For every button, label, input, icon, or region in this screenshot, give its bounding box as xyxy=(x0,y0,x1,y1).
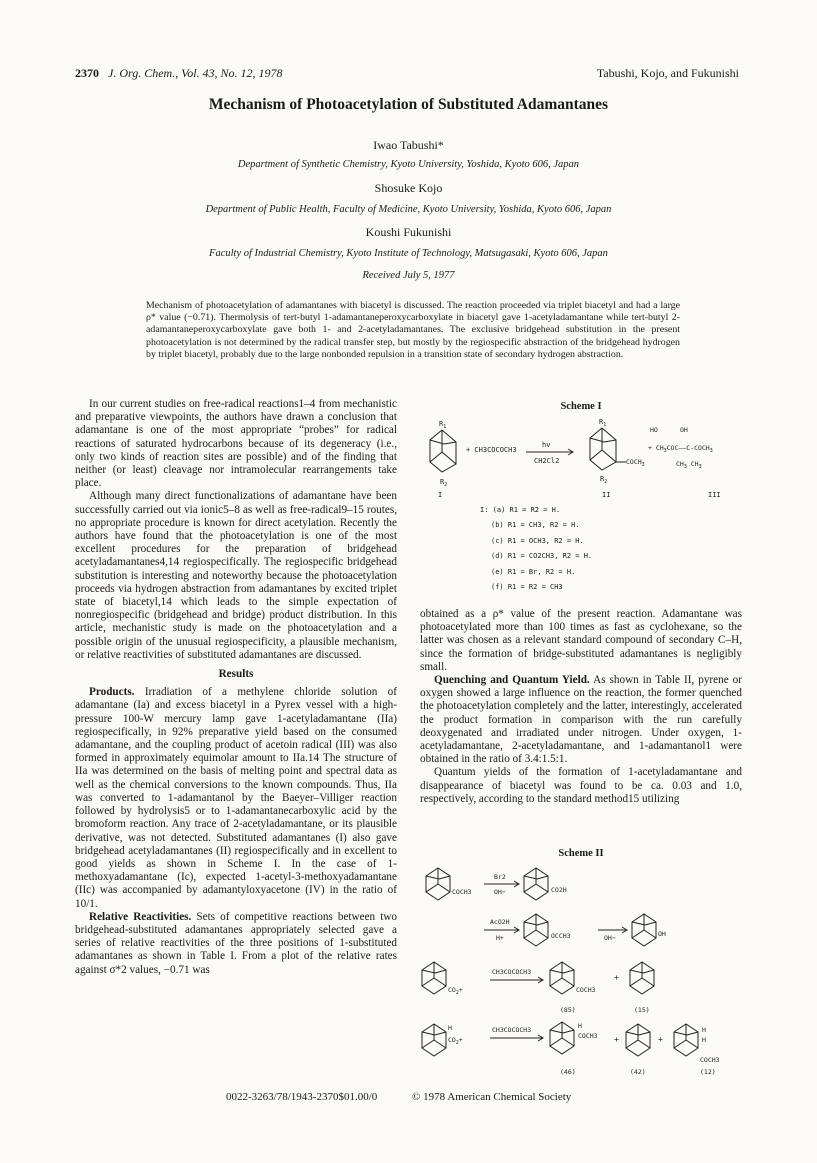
paragraph-text: Sets of competitive reactions between two bridgehead-substituted adamantanes appropriately selected gave a series of relative reactivities of the three positions of 1-substituted adamantanes as shown in Table I. From a plot of the relative rates against σ*2 values, −0.71 was xyxy=(75,910,397,976)
author-affiliation: Department of Public Health, Faculty of Medicine, Kyoto University, Yoshida, Kyoto 606, Japan xyxy=(205,204,612,215)
svg-text:H: H xyxy=(702,1026,706,1034)
paragraph-text: As shown in Table II, pyrene or oxygen showed a large influence on the reaction, the former quenched the photoacetylation completely and the latter, interestingly, accelerated the product formation in comparison with the run carefully deoxygenated and irradiated under nitrogen. Under oxygen, 1-acetyladamantane, 2-acetyladamantane, and 1-adamantanol1 were obtained in the ratio of 3.4:1.5:1. xyxy=(420,674,742,766)
author-name: Koushi Fukunishi xyxy=(365,225,452,239)
r2-label: $R_2$ xyxy=(440,478,448,488)
svg-text:Br2: Br2 xyxy=(494,873,506,881)
scheme1-substituent-list xyxy=(480,503,592,595)
svg-text:(85): (85) xyxy=(560,1006,576,1014)
volume-info: , Vol. 43, No. 12, 1978 xyxy=(175,66,283,80)
svg-text:OH: OH xyxy=(658,930,666,938)
svg-text:+: + xyxy=(658,1035,663,1044)
paragraph: Quantum yields of the formation of 1-acetyladamantane and disappearance of biacetyl was found to be ca. 0.03 and 1.0, respectively, according to the standard method15 utilizing xyxy=(420,766,742,805)
svg-text:H+: H+ xyxy=(496,934,504,942)
svg-text:+: + xyxy=(614,1035,619,1044)
adamantane-structure-II xyxy=(590,428,626,470)
footer-copyright: © 1978 American Chemical Society xyxy=(412,1091,572,1103)
svg-text:+: + xyxy=(614,973,619,982)
page-header xyxy=(75,66,283,81)
author-affiliation: Department of Synthetic Chemistry, Kyoto University, Yoshida, Kyoto 606, Japan xyxy=(237,159,580,170)
products-paragraph xyxy=(75,686,397,910)
right-column-text xyxy=(420,608,742,806)
article-title: Mechanism of Photoacetylation of Substituted Adamantanes xyxy=(208,96,609,113)
scheme1-label-III: III xyxy=(708,491,721,499)
abstract: Mechanism of photoacetylation of adamantanes with biacetyl is discussed. The reaction proceeded via triplet biacetyl and had a large ρ* value (−0.71). Thermolysis of tert-butyl 1-adamantaneperoxycarboxylate in biacetyl gave 1-acetyladamantane while tert-butyl 2-adamantaneperoxycarboxylate gave both 1- and 2-acetyladamantanes. The exclusive bridgehead substitution in the present photoacetylation is not determined by the radical transfer step, but mostly by the regiospecific abstraction of the bridgehead hydrogen by triplet biacetyl, probably due to the large nonbonded repulsion in a transition state of secondary hydrogen abstraction. xyxy=(146,300,680,360)
received-date: Received July 5, 1977 xyxy=(362,270,455,281)
hv-label: hv xyxy=(542,441,551,449)
svg-text:CH3COCOCH3: CH3COCOCH3 xyxy=(492,1026,532,1034)
svg-text:H: H xyxy=(578,1022,582,1030)
adamantane-ring xyxy=(422,1024,446,1056)
solvent-label: CH2Cl2 xyxy=(534,457,560,465)
svg-text:R2: $R_2$ xyxy=(600,475,608,485)
svg-text:OCCH3: OCCH3 xyxy=(551,932,571,940)
adamantane-ring xyxy=(426,868,450,900)
substituent-entry: (f) R1 = R2 = CH3 xyxy=(491,583,563,592)
adamantane-structure-I xyxy=(430,430,456,472)
left-column xyxy=(75,398,397,977)
substituent-entry: (d) R1 = CO2CH3, R2 = H. xyxy=(491,552,593,561)
svg-text:AcO2H: AcO2H xyxy=(490,918,510,926)
run-in-heading: Quenching and Quantum Yield. xyxy=(434,674,590,687)
svg-text:COCH3: $COCH_3$ xyxy=(626,458,645,468)
quenching-paragraph xyxy=(420,674,742,766)
adamantane-ring xyxy=(550,1022,574,1054)
adamantane-ring xyxy=(524,914,548,946)
paragraph-text: Irradiation of a methylene chloride solution of adamantane (Ia) and excess biacetyl in a Pyrex vessel with a high-pressure 100-W mercury lamp gave 1-acetyladamantane (IIa) regiospecifically, in 92% preparative yield based on the consumed adamantane, and the coupling product of acetoin radical (III) was also formed in approximately equimolar amount to IIa.14 The structure of IIa was determined on the basis of melting point and spectral data as well as the chemical conversions to the known compounds. Thus, IIa was converted to 1-adamantanol by the Baeyer–Villiger reaction followed by hydrolysis5 or to 1-adamantanecarboxylic acid by the bromoform reaction. Any trace of 2-acetyladamantane, or its plausible derivative, was not detected. Substituted adamantanes (I) also gave bridgehead acetyladamantanes (II) regiospecifically and in excellent to good yields as shown in Scheme I. In the case of 1-methoxyadamantane (Ic), expected 1-acetyl-3-methoxyadamantane (IIc) was accompanied by adamantyloxyacetone (IV) in the ratio of 10/1. xyxy=(75,686,397,910)
scheme1-label-I: I xyxy=(438,491,443,499)
author-name: Shosuke Kojo xyxy=(374,181,443,195)
svg-text:(12): (12) xyxy=(700,1068,716,1076)
svg-text:COCH3: COCH3 xyxy=(700,1056,720,1064)
adamantane-ring xyxy=(630,962,654,994)
author-affiliation: Faculty of Industrial Chemistry, Kyoto Institute of Technology, Matsugasaki, Kyoto 606, Japan xyxy=(209,248,608,259)
svg-text:COCH3: COCH3 xyxy=(578,1032,598,1040)
svg-text:CO2+: $CO_2+$ xyxy=(448,1036,463,1046)
adamantane-ring xyxy=(632,914,656,946)
scheme1-title: Scheme I xyxy=(560,401,602,412)
author-name: Iwao Tabushi* xyxy=(373,138,444,152)
svg-text:CO2+: $CO_2+$ xyxy=(448,986,463,996)
svg-text:CH3COCOCH3: CH3COCOCH3 xyxy=(492,968,532,976)
section-heading-results: Results xyxy=(218,668,254,681)
svg-text:OH−: OH− xyxy=(494,888,506,896)
scheme1-diagram xyxy=(420,418,745,500)
svg-text:+ CH3COC——C-COCH3: + $CH_3COC——C-COCH_3$ xyxy=(648,444,713,454)
svg-text:COCH3: COCH3 xyxy=(452,888,472,896)
run-in-heading: Relative Reactivities. xyxy=(89,910,192,923)
svg-text:H: H xyxy=(702,1036,706,1044)
scheme2-title: Scheme II xyxy=(558,848,604,859)
svg-text:(15): (15) xyxy=(634,1006,650,1014)
svg-text:(42): (42) xyxy=(630,1068,646,1076)
adamantane-ring xyxy=(524,868,548,900)
svg-text:HO: HO xyxy=(650,426,658,434)
intro-paragraph: In our current studies on free-radical reactions1–4 from mechanistic and preparative viewpoints, the authors have drawn a conclusion that adamantane is one of the most appropriate “probes” for radical reactions of saturated hydrocarbons because of its degeneracy (i.e., only two kinds of reaction sites are possible) and of the finding that neither (or least) cleavage nor intramolecular rearrangements take place. xyxy=(75,398,397,490)
intro-paragraph: Although many direct functionalizations of adamantane have been successfully carried out via ionic5–8 as well as free-radical9–15 routes, no appropriate procedure is known for direct acetylation. Recently the authors have found that the photoacetylation is one of the most excellent procedures for the preparation of bridgehead acetyladamantanes4,14 regiospecifically. The regiospecific bridgehead substitution is interesting and noteworthy because the photoacetylation proceeds via hydrogen abstraction from adamantanes by excited triplet state of biacetyl,14 which leads to the simple expectation of nonregiospecific (bridgehead and bridge) product distribution. In this article, mechanistic study is made on the photoacetylation and a possible origin of the unusual regiospecificity, a plausible mechanism, or relative reactivities of substituted adamantanes are discussed. xyxy=(75,490,397,661)
svg-text:(46): (46) xyxy=(560,1068,576,1076)
svg-text:COCH3: COCH3 xyxy=(576,986,596,994)
substituent-entry: (b) R1 = CH3, R2 = H. xyxy=(491,521,580,530)
adamantane-ring xyxy=(674,1024,698,1056)
adamantane-ring xyxy=(626,1024,650,1056)
footer-code: 0022-3263/78/1943-2370$01.00/0 xyxy=(226,1091,378,1103)
substituent-entry: I: (a) R1 = R2 = H. xyxy=(480,506,561,514)
svg-text:OH−: OH− xyxy=(604,934,616,942)
reagent-label: + CH3COCOCH3 xyxy=(466,446,517,454)
adamantane-ring xyxy=(422,962,446,994)
scheme2-diagram xyxy=(418,862,748,1080)
relative-reactivities-paragraph xyxy=(75,911,397,977)
page-number: 2370 xyxy=(75,66,99,80)
svg-text:OH: OH xyxy=(680,426,688,434)
r1-label: $R_1$ xyxy=(439,420,447,430)
running-authors: Tabushi, Kojo, and Fukunishi xyxy=(596,66,739,80)
run-in-heading: Products. xyxy=(89,686,135,699)
scheme1-label-II: II xyxy=(602,491,611,499)
substituent-entry: (c) R1 = OCH3, R2 = H. xyxy=(491,536,584,545)
svg-text:CH3 CH3: $CH_3$ $CH_3$ xyxy=(676,460,702,470)
adamantane-ring xyxy=(550,962,574,994)
svg-text:R1: $R_1$ xyxy=(599,418,607,428)
svg-text:H: H xyxy=(448,1024,452,1032)
substituent-entry: (e) R1 = Br, R2 = H. xyxy=(491,567,576,576)
paragraph: obtained as a ρ* value of the present reaction. Adamantane was photoacetylated more than 100 times as fast as cyclohexane, so the latter was chosen as a relevant standard compound of secondary C–H, since the formation of bridge-substituted adamantanes is negligibly small. xyxy=(420,608,742,673)
journal-name: J. Org. Chem. xyxy=(108,66,176,80)
svg-text:CO2H: CO2H xyxy=(551,886,567,894)
